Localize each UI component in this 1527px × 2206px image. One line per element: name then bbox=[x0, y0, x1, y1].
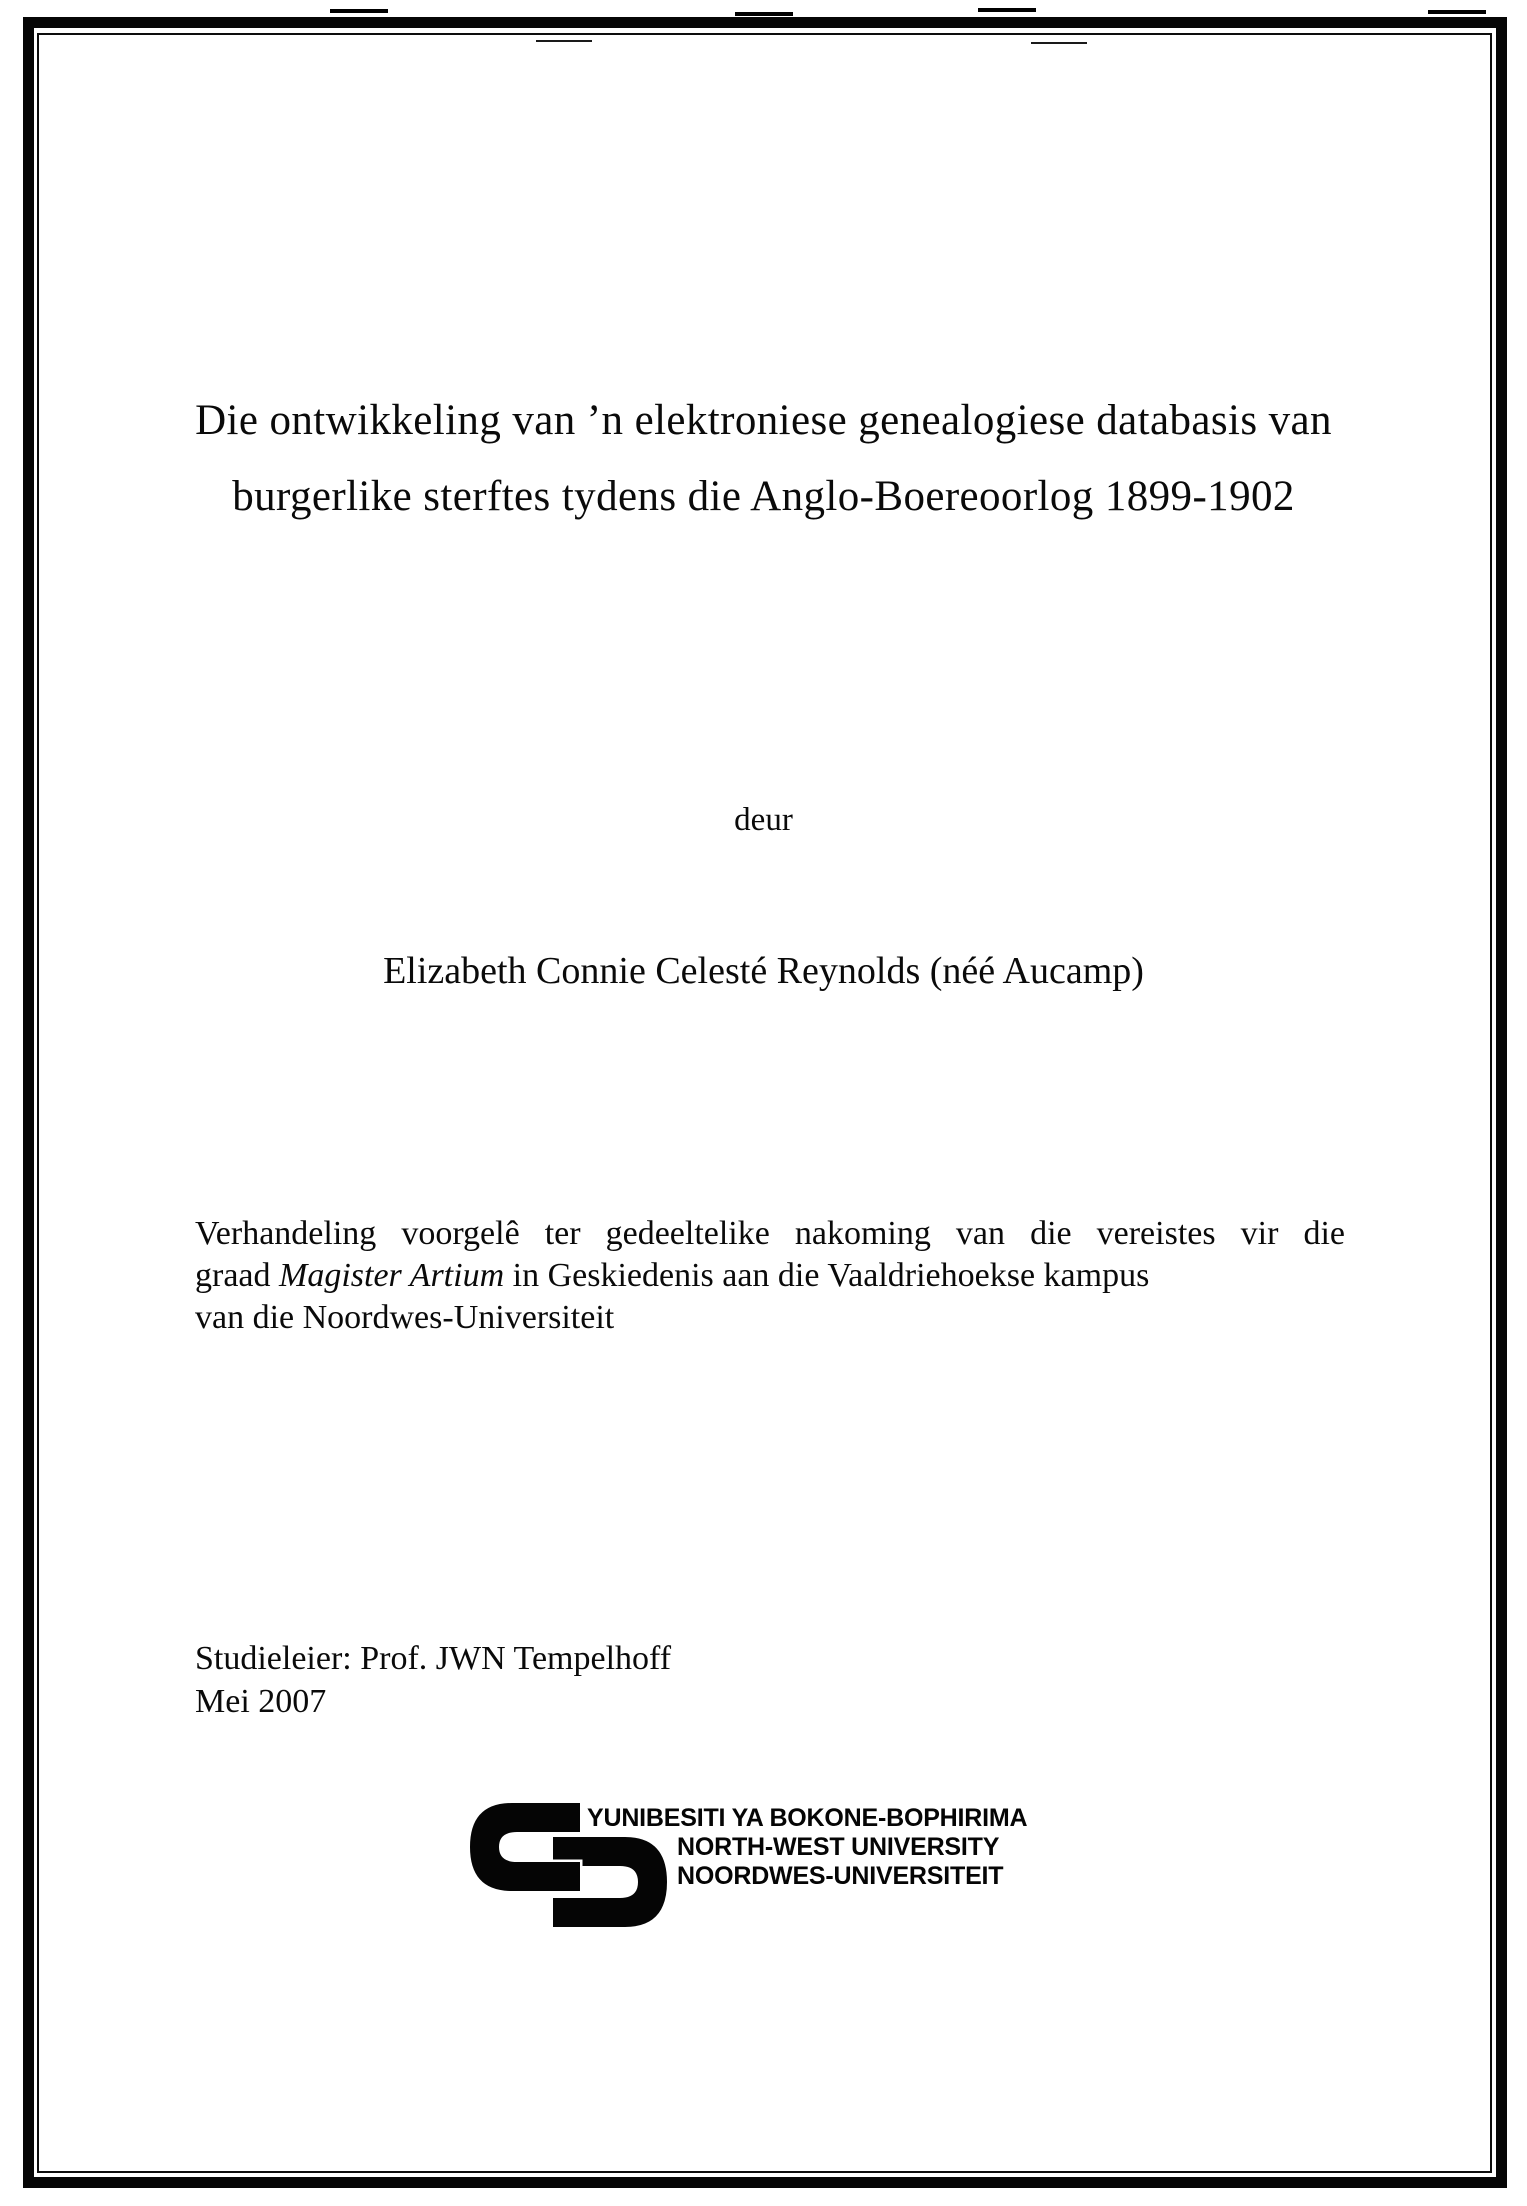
logo-wordmark bbox=[587, 1804, 1027, 1891]
degree-text-prefix: graad bbox=[195, 1257, 280, 1294]
thesis-statement-line3: van die Noordwes-Universiteit bbox=[195, 1299, 615, 1336]
thesis-title bbox=[0, 383, 1527, 535]
byline-label: deur bbox=[734, 802, 793, 838]
nwu-logo bbox=[470, 1803, 1090, 1943]
thesis-statement-line2 bbox=[195, 1255, 1345, 1297]
logo-text-english: NORTH-WEST UNIVERSITY bbox=[677, 1833, 1000, 1861]
supervisor-block bbox=[195, 1637, 671, 1723]
thesis-title-line1: Die ontwikkeling van ’n elektroniese genealogiese databasis van bbox=[195, 397, 1332, 444]
date-line: Mei 2007 bbox=[195, 1683, 327, 1720]
thesis-statement bbox=[195, 1213, 1345, 1339]
scan-artifacts bbox=[330, 9, 388, 13]
degree-name: Magister Artium bbox=[279, 1257, 505, 1294]
thesis-title-line2: burgerlike sterftes tydens die Anglo-Boereoorlog 1899-1902 bbox=[232, 473, 1295, 520]
thesis-statement-line1: Verhandeling voorgelê ter gedeeltelike nakoming van die vereistes vir die bbox=[195, 1215, 1345, 1252]
author-name: Elizabeth Connie Celesté Reynolds (néé Aucamp) bbox=[383, 950, 1144, 992]
supervisor-line: Studieleier: Prof. JWN Tempelhoff bbox=[195, 1640, 672, 1677]
degree-text-suffix: in Geskiedenis aan die Vaaldriehoekse kampus bbox=[504, 1257, 1150, 1294]
logo-text-setswana: YUNIBESITI YA BOKONE-BOPHIRIMA bbox=[587, 1804, 1028, 1832]
logo-text-afrikaans: NOORDWES-UNIVERSITEIT bbox=[677, 1862, 1004, 1890]
